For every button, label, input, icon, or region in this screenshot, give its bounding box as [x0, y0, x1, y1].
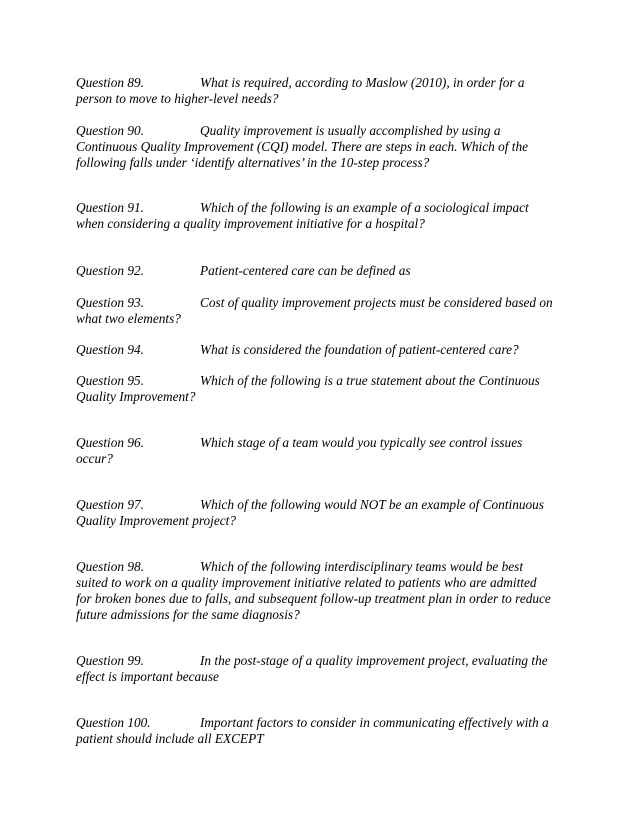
question-number: Question 96.: [76, 435, 144, 450]
question-first-line: [76, 123, 566, 139]
question-number: Question 90.: [76, 123, 144, 138]
question-text-line: when considering a quality improvement initiative for a hospital?: [76, 216, 425, 231]
question-95: [76, 373, 566, 405]
question-first-line: [76, 435, 566, 451]
question-number: Question 89.: [76, 75, 144, 90]
question-text-line: what two elements?: [76, 311, 181, 326]
question-text: Which stage of a team would you typically see control issues: [200, 435, 523, 450]
question-text: What is considered the foundation of patient-centered care?: [200, 342, 519, 357]
question-94: [76, 342, 566, 358]
question-100: [76, 715, 566, 747]
question-96: [76, 435, 566, 467]
question-97: [76, 497, 566, 529]
question-text: What is required, according to Maslow (2010), in order for a: [200, 75, 525, 90]
question-92: [76, 263, 566, 279]
question-number: Question 92.: [76, 263, 144, 278]
question-text: Patient-centered care can be defined as: [200, 263, 411, 278]
question-99: [76, 653, 566, 685]
question-number: Question 97.: [76, 497, 144, 512]
question-number: Question 93.: [76, 295, 144, 310]
question-number: Question 98.: [76, 559, 144, 574]
question-first-line: [76, 342, 566, 358]
question-number: Question 95.: [76, 373, 144, 388]
question-text-line: person to move to higher-level needs?: [76, 91, 279, 106]
question-number: Question 94.: [76, 342, 144, 357]
question-first-line: [76, 559, 566, 575]
question-91: [76, 200, 566, 232]
question-text-line: occur?: [76, 451, 113, 466]
question-text: Which of the following interdisciplinary teams would be best: [200, 559, 524, 574]
question-text: In the post-stage of a quality improvement project, evaluating the: [200, 653, 548, 668]
question-first-line: [76, 653, 566, 669]
question-text: Which of the following is a true statement about the Continuous: [200, 373, 540, 388]
question-first-line: [76, 715, 566, 731]
question-98: [76, 559, 566, 623]
question-text-line: future admissions for the same diagnosis?: [76, 607, 300, 622]
question-first-line: [76, 373, 566, 389]
question-text-line: suited to work on a quality improvement initiative related to patients who are admitted: [76, 575, 537, 590]
question-first-line: [76, 263, 566, 279]
question-text: Important factors to consider in communicating effectively with a: [200, 715, 549, 730]
question-text-line: Quality Improvement project?: [76, 513, 237, 528]
question-text: Quality improvement is usually accomplished by using a: [200, 123, 501, 138]
question-text-line: patient should include all EXCEPT: [76, 731, 264, 746]
question-93: [76, 295, 566, 327]
question-text-line: Quality Improvement?: [76, 389, 196, 404]
question-first-line: [76, 200, 566, 216]
question-first-line: [76, 75, 566, 91]
question-number: Question 100.: [76, 715, 151, 730]
question-89: [76, 75, 566, 107]
question-text-line: effect is important because: [76, 669, 219, 684]
question-text-line: following falls under ‘identify alternatives’ in the 10-step process?: [76, 155, 430, 170]
question-number: Question 91.: [76, 200, 144, 215]
question-text-line: for broken bones due to falls, and subsequent follow-up treatment plan in order to reduce: [76, 591, 551, 606]
question-text: Which of the following is an example of a sociological impact: [200, 200, 529, 215]
question-text: Which of the following would NOT be an example of Continuous: [200, 497, 544, 512]
question-text: Cost of quality improvement projects must be considered based on: [200, 295, 553, 310]
question-number: Question 99.: [76, 653, 144, 668]
question-text-line: Continuous Quality Improvement (CQI) model. There are steps in each. Which of the: [76, 139, 529, 154]
question-first-line: [76, 295, 566, 311]
question-first-line: [76, 497, 566, 513]
question-90: [76, 123, 566, 171]
